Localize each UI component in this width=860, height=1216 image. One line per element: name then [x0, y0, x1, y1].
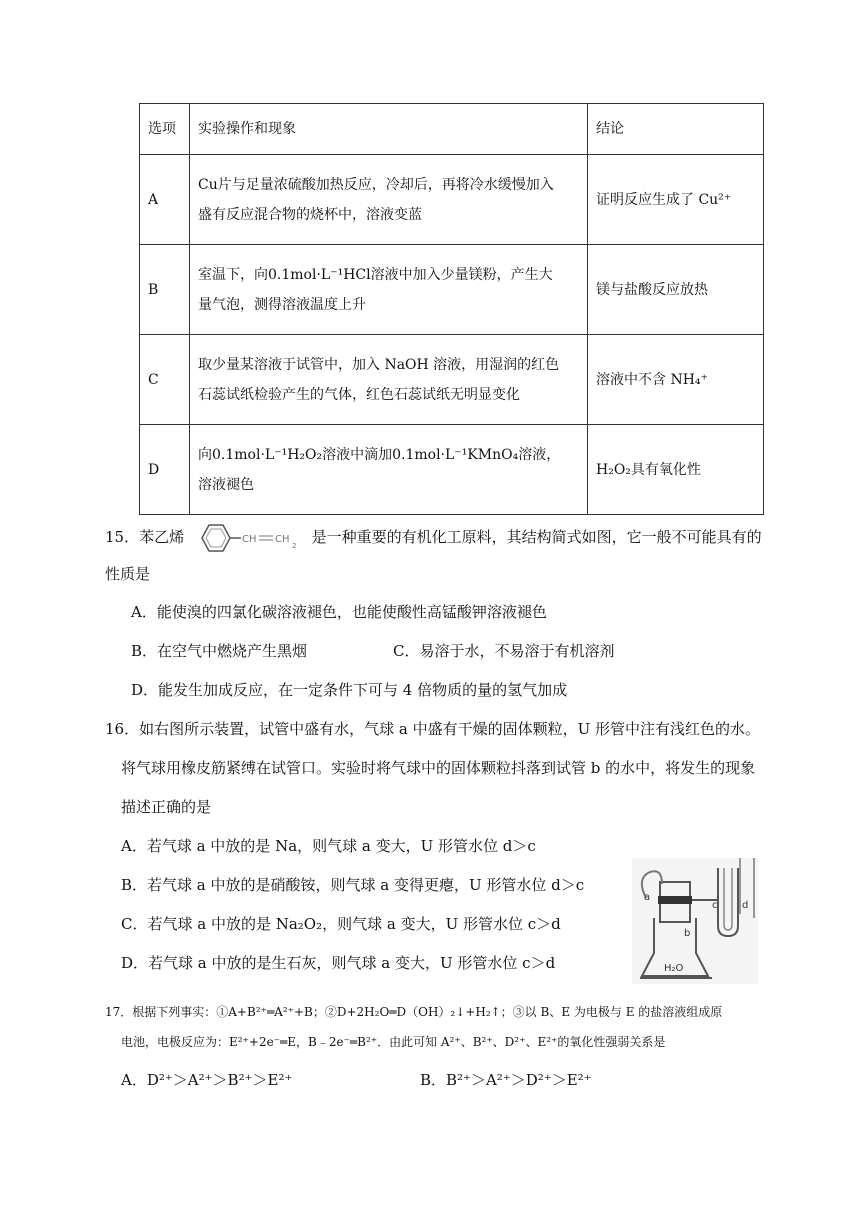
q17-option-a: A．D²⁺＞A²⁺＞B²⁺＞E²⁺: [121, 1071, 293, 1089]
header-operation: 实验操作和现象: [190, 104, 588, 155]
row-conclusion: 证明反应生成了 Cu²⁺: [588, 155, 764, 245]
row-operation: [190, 245, 588, 335]
q15-option-c: C．易溶于水，不易溶于有机溶剂: [393, 642, 615, 660]
q15-line2: 性质是: [105, 565, 151, 583]
op-line: 取少量某溶液于试管中，加入 NaOH 溶液，用湿润的红色: [198, 356, 560, 373]
q15-suffix: 是一种重要的有机化工原料，其结构简式如图，它一般不可能具有的: [311, 528, 762, 546]
q16-option-d: D．若气球 a 中放的是生石灰，则气球 a 变大，U 形管水位 c＞d: [121, 954, 556, 972]
q16-line1: 16．如右图所示装置，试管中盛有水，气球 a 中盛有干燥的固体颗粒，U 形管中注有浅红色的水。: [105, 720, 760, 738]
struct-sub-label: 2: [291, 542, 297, 550]
op-line: 向0.1mol·L⁻¹H₂O₂溶液中滴加0.1mol·L⁻¹KMnO₄溶液，: [198, 446, 561, 463]
op-line: Cu片与足量浓硫酸加热反应，冷却后，再将冷水缓慢加入: [198, 176, 554, 193]
q15-option-d: D．能发生加成反应，在一定条件下可与 4 倍物质的量的氢气加成: [131, 681, 568, 699]
op-line: 石蕊试纸检验产生的气体，红色石蕊试纸无明显变化: [198, 386, 520, 403]
q16-line3: 描述正确的是: [121, 798, 212, 816]
fig-label-d: d: [742, 900, 749, 911]
table-row: [140, 245, 764, 335]
row-conclusion: H₂O₂具有氧化性: [588, 425, 764, 515]
styrene-structure-icon: [195, 521, 301, 555]
row-option: C: [140, 335, 190, 425]
op-line: 溶液褪色: [198, 476, 254, 493]
table-header-row: [140, 104, 764, 155]
row-operation: [190, 335, 588, 425]
fig-label-c: c: [712, 900, 718, 911]
experiment-table: [139, 103, 764, 515]
row-option: B: [140, 245, 190, 335]
q16-option-a: A．若气球 a 中放的是 Na，则气球 a 变大，U 形管水位 d＞c: [121, 837, 536, 855]
header-option: 选项: [140, 104, 190, 155]
row-operation: [190, 155, 588, 245]
q15-option-a: A．能使溴的四氯化碳溶液褪色，也能使酸性高锰酸钾溶液褪色: [131, 603, 547, 621]
q15-prefix: 15．苯乙烯: [105, 528, 185, 546]
q15-option-b: B．在空气中燃烧产生黑烟: [131, 642, 308, 660]
row-option: D: [140, 425, 190, 515]
struct-ch-label: CH: [241, 534, 257, 545]
q17-option-b: B．B²⁺＞A²⁺＞D²⁺＞E²⁺: [420, 1071, 592, 1089]
op-line: 量气泡，测得溶液温度上升: [198, 296, 366, 313]
row-option: A: [140, 155, 190, 245]
row-conclusion: 镁与盐酸反应放热: [588, 245, 764, 335]
fig-label-a: a: [644, 892, 651, 903]
fig-label-b: b: [684, 928, 691, 939]
q17-line1: 17．根据下列事实：①A+B²⁺═A²⁺+B；②D+2H₂O═D（OH）₂↓+H₂↑；③以 B、E 为电极与 E 的盐溶液组成原: [105, 1005, 723, 1019]
header-conclusion: 结论: [588, 104, 764, 155]
q17-line2: 电池，电极反应为：E²⁺+2e⁻═E，B﹣2e⁻═B²⁺．由此可知 A²⁺、B²⁺、D²⁺、E²⁺的氧化性强弱关系是: [121, 1035, 666, 1049]
table-row: [140, 155, 764, 245]
struct-ch2-label: CH: [274, 534, 290, 545]
q16-option-b: B．若气球 a 中放的是硝酸铵，则气球 a 变得更瘪，U 形管水位 d＞c: [121, 876, 585, 894]
row-operation: [190, 425, 588, 515]
q16-option-c: C．若气球 a 中放的是 Na₂O₂，则气球 a 变大，U 形管水位 c＞d: [121, 915, 561, 933]
fig-label-water: H₂O: [664, 963, 684, 974]
apparatus-figure-icon: [632, 858, 758, 984]
q16-line2: 将气球用橡皮筋紧缚在试管口。实验时将气球中的固体颗粒抖落到试管 b 的水中，将发生的现象: [121, 759, 756, 777]
table-row: [140, 425, 764, 515]
question-15-stem: [105, 521, 765, 555]
row-conclusion: 溶液中不含 NH₄⁺: [588, 335, 764, 425]
op-line: 盛有反应混合物的烧杯中，溶液变蓝: [198, 206, 422, 223]
table-row: [140, 335, 764, 425]
op-line: 室温下，向0.1mol·L⁻¹HCl溶液中加入少量镁粉，产生大: [198, 266, 553, 283]
